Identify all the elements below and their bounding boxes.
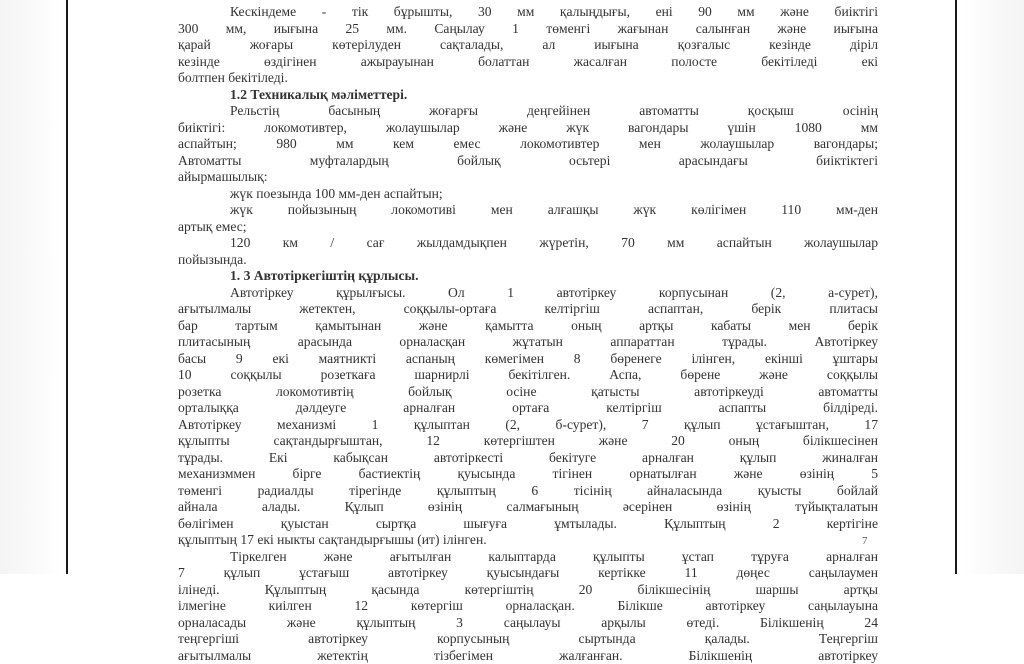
text-line: жүк поезында 100 мм-ден аспайтын; — [178, 186, 878, 203]
text-line: кезінде өздігінен ажырауынан болаттан жасалған полосте бекітіледі екі — [178, 54, 878, 71]
text-line: тұрады. Екі кабықсан автотіркесті бекітуге арналған құлып жиналған — [178, 450, 878, 467]
text-line: ағытылмалы жетектің тізбегімен жалғанған. Білікшенің автотіркеу — [178, 648, 878, 664]
text-line: плитасының арасында орналасқан жұтатын аппараттан тұрады. Автотіркеу — [178, 334, 878, 351]
text-line: құлыптың 17 екі ныкты сақтандырғышы (ит) ілінген. — [178, 532, 878, 549]
section-heading: 1.2 Техникалық мәліметтері. — [178, 87, 878, 104]
text-line: ілінеді. Құлыптың қасында көтергіштің 20 білікшесінің шаршы артқы — [178, 582, 878, 599]
text-line: аспайтын; 980 мм кем емес локомотивтер мен жолаушылар вагондары; — [178, 136, 878, 153]
text-line: орталыққа дәлдеуге арналған ортаға келтіргіш аспапты білдіреді. — [178, 400, 878, 417]
text-line: механизммен бірге бастиектің қуысында тігінен орнатылған және өзінің 5 — [178, 466, 878, 483]
text-line: бар тартым қамытынан және қамытта оның артқы кабаты мен берік — [178, 318, 878, 335]
text-line: артық емес; — [178, 219, 878, 236]
document-page — [178, 4, 878, 664]
text-line: теңгергіші автотіркеу корпусының сыртында қалады. Теңгергіш — [178, 631, 878, 648]
text-line: биіктігі: локомотивтер, жолаушылар және жүк вагондары үшін 1080 мм — [178, 120, 878, 137]
text-line: розетка локомотивтің бойлық осіне қатысты автотіркеуді автоматты — [178, 384, 878, 401]
text-line: 10 соққылы розеткаға шарнирлі бекітілген. Аспа, бөрене және соққылы — [178, 367, 878, 384]
text-line: басы 9 екі маятникті аспаның көмегімен 8 бөренеге ілінген, екінші ұштары — [178, 351, 878, 368]
text-line: айырмашылық: — [178, 169, 878, 186]
text-line: болтпен бекітіледі. — [178, 70, 878, 87]
section-heading: 1. 3 Автотіркегіштің құрлысы. — [178, 268, 878, 285]
text-line: Рельстің басының жоғарғы деңгейінен автоматты қосқыш осінің — [178, 103, 878, 120]
text-line: ағытылмалы жетектен, соққылы-ортаға келтіргіш аспаптан, берік плитасы — [178, 301, 878, 318]
text-line: төменгі радиалды тірегінде құлыптың 6 тісінің айналасында қуысты бойлай — [178, 483, 878, 500]
text-line: қарай жоғары көтерілуден сақталады, ал иығына қозғалыс кезінде діріл — [178, 37, 878, 54]
text-line: орналасады және құлыптың 3 саңылауы арқылы өтеді. Білікшенің 24 — [178, 615, 878, 632]
text-line: Кескіндеме - тік бұрышты, 30 мм қалыңдығы, ені 90 мм және биіктігі — [178, 4, 878, 21]
text-line: ілмегіне киілген 12 көтергіш орналасқан. Білікше автотіркеу саңылауына — [178, 598, 878, 615]
text-line: 300 мм, иығына 25 мм. Саңылау 1 төменгі жағынан салынған және иығына — [178, 21, 878, 38]
text-line: Автоматты муфталардың бойлық осьтері арасындағы биіктіктегі — [178, 153, 878, 170]
text-line: 120 км / сағ жылдамдықпен жүретін, 70 мм аспайтын жолаушылар — [178, 235, 878, 252]
text-line: Автотіркеу механизмі 1 құлыптан (2, б-сурет), 7 құлып ұстағыштан, 17 — [178, 417, 878, 434]
left-page-edge — [66, 0, 68, 574]
text-line: Автотіркеу құрылғысы. Ол 1 автотіркеу корпусынан (2, а-сурет), — [178, 285, 878, 302]
text-line: Тіркелген және ағытылған калыптарда құлыпты ұстап тұруға арналған — [178, 549, 878, 566]
text-line: пойызында. — [178, 252, 878, 269]
text-line: құлыпты сақтандырғыштан, 12 көтергіштен және 20 оның білікшесінен — [178, 433, 878, 450]
right-page-edge — [955, 0, 957, 574]
text-line: жүк пойызының локомотиві мен алғашқы жүк көлігімен 110 мм-ден — [178, 202, 878, 219]
text-line: бөлігімен қуыстан сыртқа шығуға ұмтылады. Құлыптың 2 кертігіне — [178, 516, 878, 533]
page-number: 7 — [862, 535, 868, 547]
text-line: 7 құлып ұстағыш автотіркеу қуысындағы кертікке 11 дөңес саңылаумен — [178, 565, 878, 582]
text-line: айнала алады. Құлып өзінің салмағының әсерінен өзінің түйықталатын — [178, 499, 878, 516]
